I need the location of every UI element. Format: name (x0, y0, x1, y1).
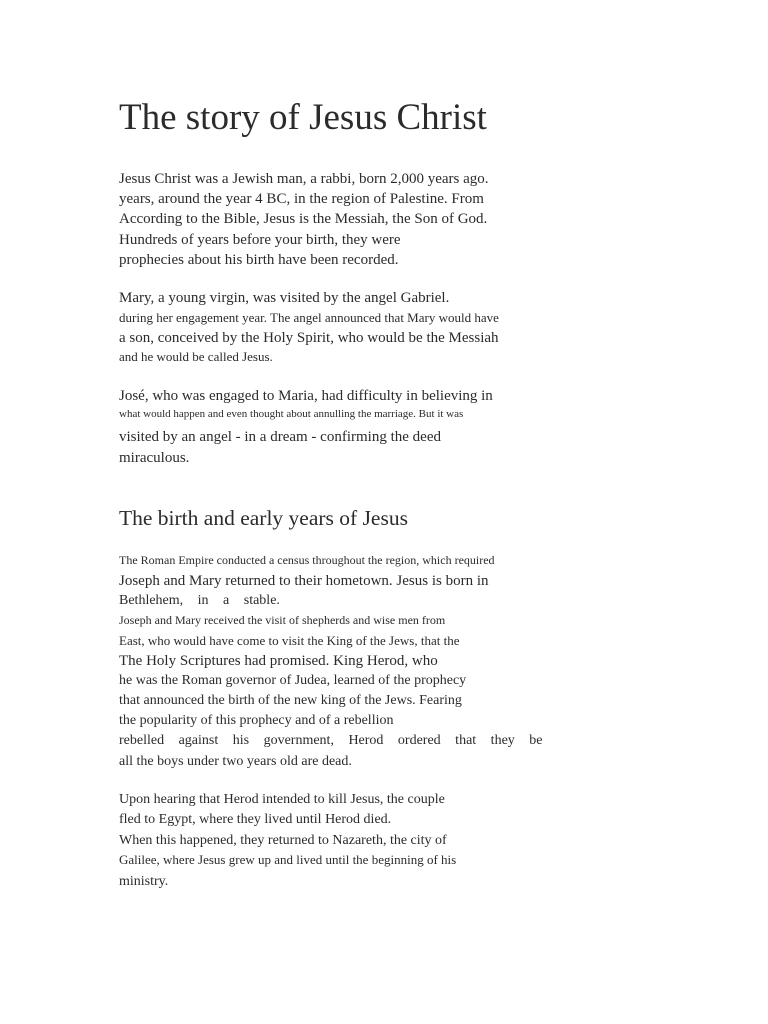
text-line: The Roman Empire conducted a census throughout the region, which required (119, 553, 495, 567)
text-line: visited by an angel - in a dream - confirming the deed (119, 429, 441, 445)
text-line: what would happen and even thought about annulling the marriage. But it was (119, 408, 464, 420)
text-line: all the boys under two years old are dead. (119, 754, 352, 769)
text-line: East, who would have come to visit the King of the Jews, that the (119, 633, 460, 648)
text-line: The Holy Scriptures had promised. King Herod, who (119, 653, 438, 669)
text-line: prophecies about his birth have been recorded. (119, 252, 399, 268)
text-line: Upon hearing that Herod intended to kill Jesus, the couple (119, 792, 445, 807)
text-line: that announced the birth of the new king of the Jews. Fearing (119, 693, 462, 708)
text-line: he was the Roman governor of Judea, learned of the prophecy (119, 673, 467, 688)
text-line: Galilee, where Jesus grew up and lived until the beginning of his (119, 852, 457, 867)
text-line: fled to Egypt, where they lived until Herod died. (119, 812, 392, 827)
text-line: years, around the year 4 BC, in the region of Palestine. From (119, 191, 484, 207)
section-heading: The birth and early years of Jesus (119, 506, 408, 530)
text-line: José, who was engaged to Maria, had difficulty in believing in (119, 388, 493, 404)
text-line: Joseph and Mary received the visit of shepherds and wise men from (119, 613, 446, 627)
text-line: during her engagement year. The angel announced that Mary would have (119, 310, 499, 325)
text-line: Jesus Christ was a Jewish man, a rabbi, born 2,000 years ago. (119, 171, 489, 187)
text-line: rebelled against his government, Herod ordered that they be (119, 733, 543, 748)
text-line: a son, conceived by the Holy Spirit, who would be the Messiah (119, 330, 499, 346)
text-line: Mary, a young virgin, was visited by the angel Gabriel. (119, 290, 450, 306)
text-line: When this happened, they returned to Nazareth, the city of (119, 833, 447, 848)
text-line: Joseph and Mary returned to their hometown. Jesus is born in (119, 573, 489, 589)
text-line: and he would be called Jesus. (119, 349, 273, 364)
text-line: Bethlehem, in a stable. (119, 593, 280, 608)
text-line: the popularity of this prophecy and of a rebellion (119, 713, 394, 728)
text-line: According to the Bible, Jesus is the Messiah, the Son of God. (119, 211, 488, 227)
text-line: Hundreds of years before your birth, they were (119, 232, 401, 248)
page-title: The story of Jesus Christ (119, 97, 487, 138)
text-line: miraculous. (119, 450, 190, 466)
text-line: ministry. (119, 874, 169, 889)
